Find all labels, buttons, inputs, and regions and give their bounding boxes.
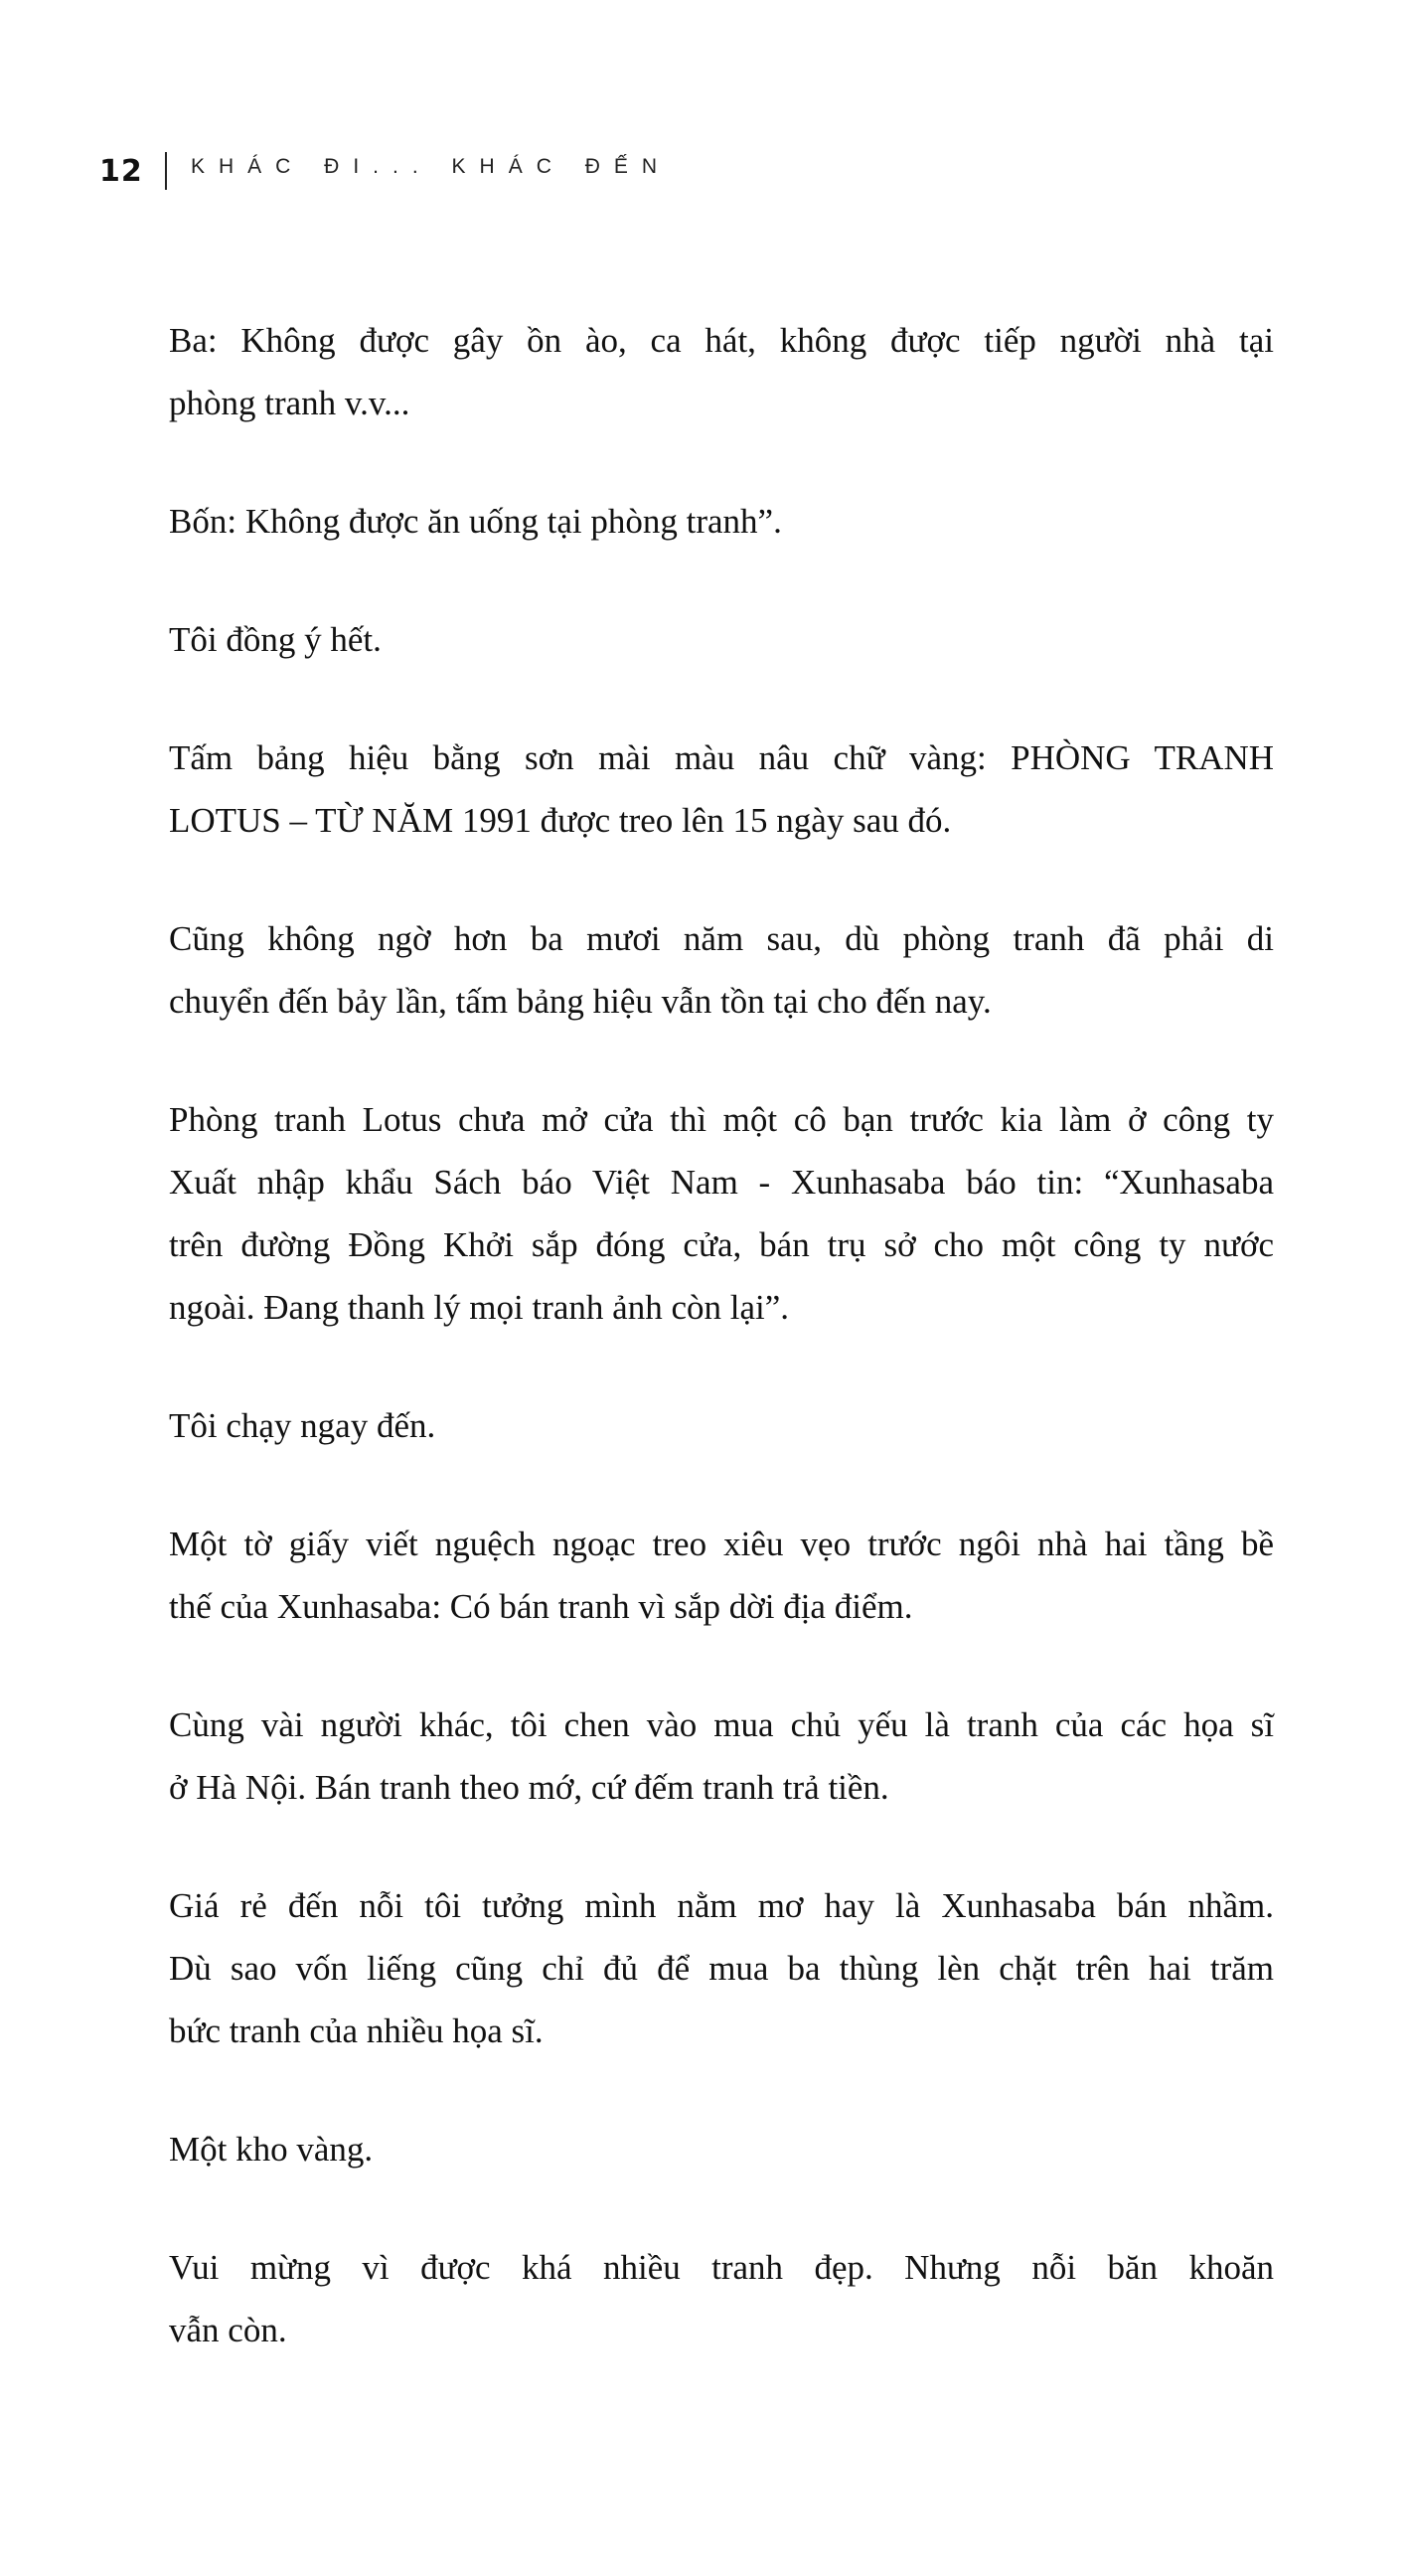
text-line: Vui mừng vì được khá nhiều tranh đẹp. Nhưng nỗi băn khoăn bbox=[169, 2248, 1274, 2287]
text-line: Phòng tranh Lotus chưa mở cửa thì một cô bạn trước kia làm ở công ty bbox=[169, 1100, 1274, 1139]
text-line: Ba: Không được gây ồn ào, ca hát, không được tiếp người nhà tại bbox=[169, 321, 1274, 360]
text-line: ở Hà Nội. Bán tranh theo mớ, cứ đếm tranh trả tiền. bbox=[169, 1768, 889, 1807]
text-line: chuyển đến bảy lần, tấm bảng hiệu vẫn tồn tại cho đến nay. bbox=[169, 982, 992, 1021]
paragraph bbox=[169, 1874, 1274, 2062]
running-title: KHÁC ĐI... KHÁC ĐẾN bbox=[191, 155, 672, 178]
page-number: 12 bbox=[99, 153, 143, 189]
text-line: Cùng vài người khác, tôi chen vào mua chủ yếu là tranh của các họa sĩ bbox=[169, 1705, 1274, 1744]
header-divider bbox=[165, 152, 167, 190]
text-line: ngoài. Đang thanh lý mọi tranh ảnh còn lại”. bbox=[169, 1288, 790, 1327]
paragraph bbox=[169, 2118, 1274, 2180]
paragraph bbox=[169, 1394, 1274, 1457]
text-line: Một kho vàng. bbox=[169, 2130, 374, 2169]
text-line: Giá rẻ đến nỗi tôi tưởng mình nằm mơ hay là Xunhasaba bán nhầm. bbox=[169, 1886, 1274, 1925]
text-line: trên đường Đồng Khởi sắp đóng cửa, bán trụ sở cho một công ty nước bbox=[169, 1225, 1274, 1264]
text-line: Một tờ giấy viết nguệch ngoạc treo xiêu vẹo trước ngôi nhà hai tầng bề bbox=[169, 1525, 1274, 1563]
text-line: Tôi chạy ngay đến. bbox=[169, 1406, 436, 1445]
text-line: Dù sao vốn liếng cũng chỉ đủ để mua ba thùng lèn chặt trên hai trăm bbox=[169, 1949, 1274, 1988]
paragraph bbox=[169, 309, 1274, 434]
text-line: Tấm bảng hiệu bằng sơn mài màu nâu chữ vàng: PHÒNG TRANH bbox=[169, 738, 1274, 777]
paragraph bbox=[169, 726, 1274, 852]
text-line: Bốn: Không được ăn uống tại phòng tranh”. bbox=[169, 502, 782, 541]
body-text bbox=[169, 309, 1274, 2417]
paragraph bbox=[169, 1513, 1274, 1638]
paragraph bbox=[169, 2236, 1274, 2361]
running-header bbox=[99, 149, 671, 193]
paragraph bbox=[169, 1088, 1274, 1339]
text-line: LOTUS – TỪ NĂM 1991 được treo lên 15 ngày sau đó. bbox=[169, 801, 952, 840]
paragraph bbox=[169, 1693, 1274, 1819]
text-line: Xuất nhập khẩu Sách báo Việt Nam - Xunhasaba báo tin: “Xunhasaba bbox=[169, 1163, 1274, 1202]
text-line: vẫn còn. bbox=[169, 2311, 287, 2349]
text-line: Cũng không ngờ hơn ba mươi năm sau, dù phòng tranh đã phải di bbox=[169, 919, 1274, 958]
text-line: phòng tranh v.v... bbox=[169, 384, 410, 422]
paragraph bbox=[169, 490, 1274, 553]
text-line: thế của Xunhasaba: Có bán tranh vì sắp dời địa điểm. bbox=[169, 1587, 913, 1626]
paragraph bbox=[169, 608, 1274, 671]
text-line: bức tranh của nhiều họa sĩ. bbox=[169, 2012, 544, 2050]
paragraph bbox=[169, 907, 1274, 1033]
text-line: Tôi đồng ý hết. bbox=[169, 620, 382, 659]
